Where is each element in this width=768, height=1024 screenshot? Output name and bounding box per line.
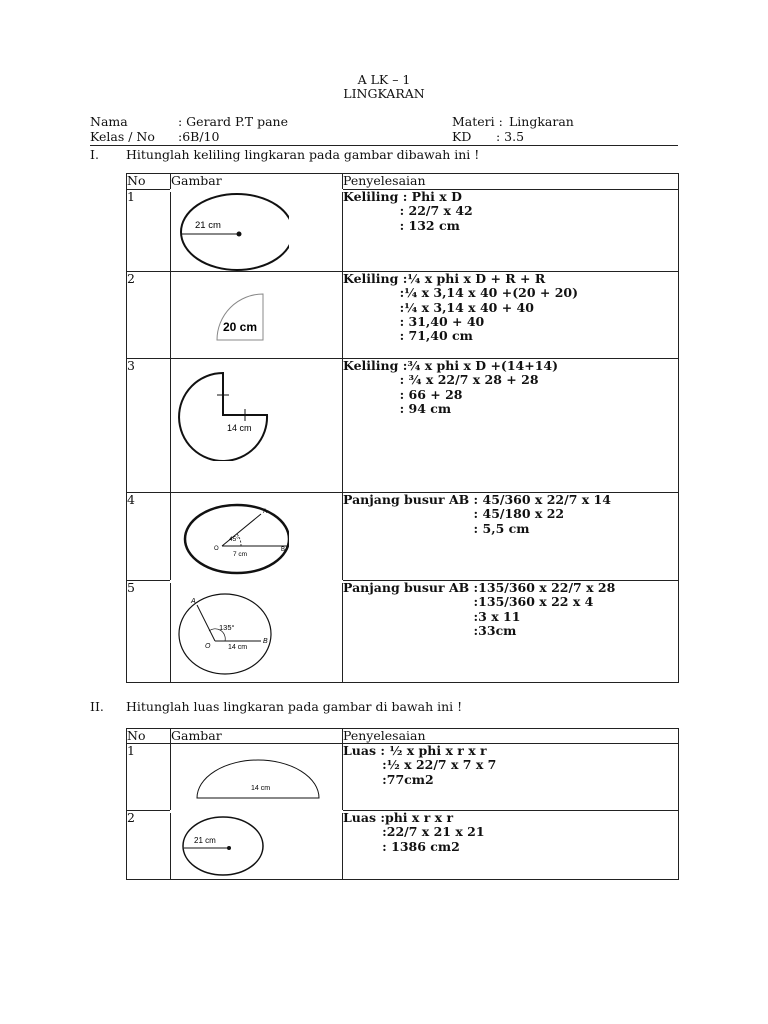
section-2-instruction: Hitunglah luas lingkaran pada gambar di bawah ini !	[126, 699, 463, 714]
solution-cell	[343, 190, 679, 272]
circle-radius-figure	[179, 815, 269, 877]
column-header-gambar: Gambar	[171, 174, 343, 190]
solution-line: : 22/7 x 42	[343, 203, 473, 219]
column-header-no: No	[127, 729, 171, 744]
solution-line: :½ x 22/7 x 7 x 7	[343, 757, 497, 773]
table-row	[127, 811, 679, 880]
figure-cell	[171, 190, 343, 272]
keliling-table	[126, 173, 679, 683]
solution-line: : ¾ x 22/7 x 28 + 28	[343, 372, 539, 388]
solution-line: : 31,40 + 40	[343, 313, 485, 329]
solution-line: Luas : ½ x phi x r x r	[343, 743, 487, 758]
solution-line: Keliling :¾ x phi x D +(14+14)	[343, 358, 559, 373]
luas-table	[126, 728, 679, 880]
row-number: 5	[127, 581, 171, 683]
solution-line: : 1386 cm2	[343, 838, 460, 854]
solution-line: :22/7 x 21 x 21	[343, 824, 485, 840]
three-quarter-circle-figure	[175, 371, 275, 461]
solution-line: : 94 cm	[343, 400, 452, 416]
solution-line: Luas :phi x r x r	[343, 810, 454, 825]
row-number: 4	[127, 493, 171, 581]
header-rule	[90, 145, 678, 146]
solution-line: :¼ x 3,14 x 40 +(20 + 20)	[343, 285, 578, 301]
row-number: 2	[127, 811, 171, 880]
figure-cell	[171, 359, 343, 493]
semicircle-label: 14 cm	[251, 785, 271, 792]
angle-label: 135°	[219, 623, 235, 632]
nama-label: Nama	[90, 114, 128, 129]
point-o-label: O	[205, 643, 211, 650]
solution-line: Keliling :¼ x phi x D + R + R	[343, 271, 546, 286]
solution-cell	[343, 744, 679, 811]
three-quarter-label: 14 cm	[227, 423, 252, 433]
figure-cell	[171, 493, 343, 581]
materi-label: Materi :	[452, 114, 503, 129]
solution-line: : 5,5 cm	[343, 520, 530, 536]
section-1-instruction: Hitunglah keliling lingkaran pada gambar dibawah ini !	[126, 147, 480, 162]
radius-label: 21 cm	[195, 220, 221, 231]
figure-cell	[171, 272, 343, 359]
solution-line: : 66 + 28	[343, 386, 463, 402]
point-o-label: O	[214, 546, 219, 552]
circle-radius-figure	[179, 192, 289, 272]
kd-value: : 3.5	[496, 129, 525, 144]
table-row	[127, 581, 679, 683]
figure-cell	[171, 811, 343, 880]
point-a-label: A	[191, 598, 196, 605]
table-row	[127, 359, 679, 493]
figure-cell	[171, 744, 343, 811]
arc-45-figure	[179, 501, 289, 577]
solution-line: : 45/180 x 22	[343, 506, 565, 522]
radius-label: 7 cm	[233, 551, 248, 558]
point-a-label: A	[263, 509, 268, 515]
column-header-penyelesaian: Penyelesaian	[343, 174, 679, 190]
solution-line: :77cm2	[343, 771, 434, 787]
row-number: 1	[127, 744, 171, 811]
point-b-label: B	[263, 638, 268, 645]
worksheet-title: A LK – 1	[357, 72, 411, 87]
table-header-row	[127, 729, 679, 744]
solution-cell	[343, 811, 679, 880]
table-header-row	[127, 174, 679, 190]
solution-cell	[343, 493, 679, 581]
point-b-label: B	[281, 547, 286, 553]
column-header-no: No	[127, 174, 171, 190]
table-row	[127, 744, 679, 811]
nama-value: : Gerard P.T pane	[178, 114, 289, 129]
kd-label: KD	[452, 129, 472, 144]
radius-label: 14 cm	[228, 644, 248, 651]
solution-line: :135/360 x 22 x 4	[343, 594, 594, 610]
solution-cell	[343, 359, 679, 493]
materi-value: Lingkaran	[509, 114, 574, 129]
solution-line: : 71,40 cm	[343, 328, 473, 344]
table-row	[127, 272, 679, 359]
radius-label: 21 cm	[194, 836, 216, 845]
solution-line: Keliling : Phi x D	[343, 189, 462, 204]
semicircle-figure	[193, 756, 323, 802]
quarter-circle-figure	[211, 292, 271, 342]
solution-line: :33cm	[343, 622, 517, 638]
kelas-label: Kelas / No	[90, 129, 155, 144]
kelas-value: :6B/10	[178, 129, 220, 144]
solution-line: Panjang busur AB : 45/360 x 22/7 x 14	[343, 492, 611, 507]
row-number: 2	[127, 272, 171, 359]
column-header-penyelesaian: Penyelesaian	[343, 729, 679, 744]
figure-cell	[171, 581, 343, 683]
section-2-number: II.	[90, 699, 104, 714]
column-header-gambar: Gambar	[171, 729, 343, 744]
row-number: 1	[127, 190, 171, 272]
solution-line: Panjang busur AB :135/360 x 22/7 x 28	[343, 580, 616, 595]
quarter-label: 20 cm	[223, 320, 258, 334]
row-number: 3	[127, 359, 171, 493]
table-row	[127, 493, 679, 581]
solution-cell	[343, 581, 679, 683]
section-1-number: I.	[90, 147, 99, 162]
worksheet-subtitle: LINGKARAN	[343, 86, 425, 101]
solution-line: : 132 cm	[343, 217, 460, 233]
table-row	[127, 190, 679, 272]
solution-line: :3 x 11	[343, 608, 521, 624]
solution-cell	[343, 272, 679, 359]
arc-135-figure	[175, 591, 275, 677]
solution-line: :¼ x 3,14 x 40 + 40	[343, 299, 534, 315]
angle-label: 45°	[229, 536, 239, 543]
